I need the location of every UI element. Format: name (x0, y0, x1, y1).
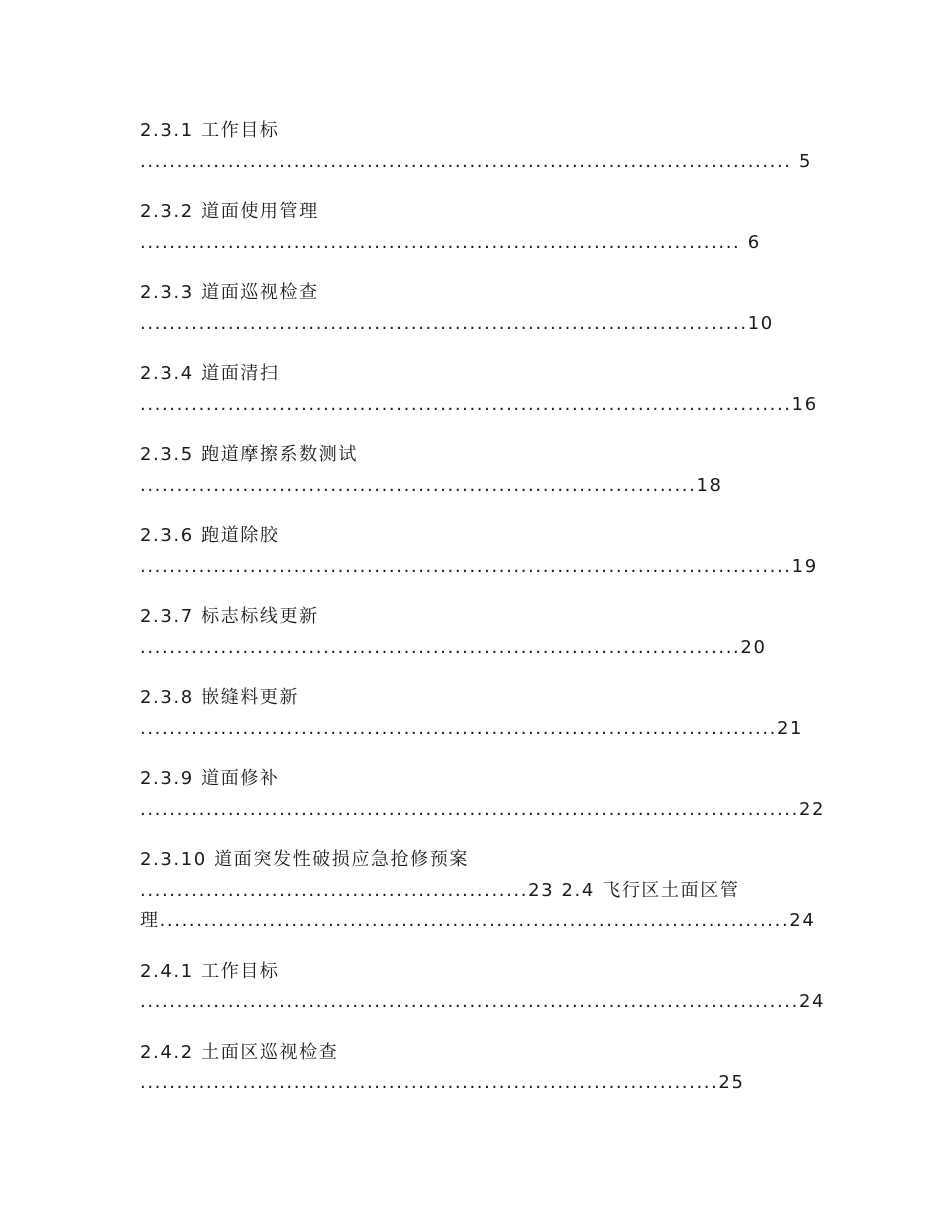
dot-leader: ................................................................................... (140, 312, 748, 334)
toc-entry-2-3-3[interactable] (140, 278, 820, 339)
toc-entry-2-3-6[interactable] (140, 521, 820, 582)
page-number: 24 (798, 991, 826, 1012)
toc-entry-2-4-1[interactable] (140, 957, 826, 1018)
toc-entry-leader-line (140, 1068, 820, 1099)
toc-entry-title: 2.3.7 标志标线更新 (140, 606, 319, 627)
toc-entry-title: 2.4.1 工作目标 (140, 960, 280, 982)
toc-entry-leader-line (140, 552, 820, 583)
page-number: 18 (696, 474, 723, 496)
toc-entry-title: 2.3.2 道面使用管理 (140, 201, 319, 222)
toc-entry-leader-line (140, 147, 820, 178)
dot-leader: ..................................................... (140, 879, 529, 901)
dot-leader: .................................................................................. (140, 231, 741, 253)
toc-entry-title: 2.3.9 道面修补 (140, 768, 280, 789)
toc-entry-title: 2.4.2 土面区巡视检查 (140, 1041, 339, 1063)
dot-leader: ......................................................................................... (140, 393, 792, 415)
toc-entry-2-3-2[interactable] (140, 197, 820, 258)
toc-entry-title: 2.3.6 跑道除胶 (140, 525, 280, 546)
toc-entry-2-3-4[interactable] (140, 359, 820, 420)
dot-leader: ............................................................................... (140, 1072, 719, 1093)
toc-entry-leader-line (140, 471, 820, 502)
toc-entry-title: 2.3.8 嵌缝料更新 (140, 687, 300, 708)
toc-entry-title: 2.3.1 工作目标 (140, 120, 280, 141)
toc-entry-leader-line (140, 987, 826, 1018)
toc-entry-leader-line (140, 309, 820, 340)
table-of-contents (140, 116, 826, 1099)
toc-entry-title: 2.3.4 道面清扫 (140, 363, 280, 384)
toc-entry-leader-line (140, 633, 820, 664)
page-number: 10 (747, 312, 774, 334)
toc-entry-leader-line (140, 876, 820, 907)
page-number: 22 (798, 798, 826, 820)
toc-entry-2-3-10[interactable] (140, 845, 820, 937)
dot-leader: ......................................................................................... (140, 555, 792, 577)
toc-entry-title: 2.3.5 跑道摩擦系数测试 (140, 444, 358, 465)
toc-entry-2-3-8[interactable] (140, 683, 820, 744)
page-number: 16 (791, 393, 818, 415)
page-number: 23 2.4 飞行区土面区管 (528, 879, 740, 901)
toc-entry-2-4-2[interactable] (140, 1038, 820, 1099)
page-number: 21 (777, 717, 804, 739)
toc-entry-leader-line (140, 390, 820, 421)
dot-leader: ....................................................................................... (140, 717, 777, 739)
dot-leader: .......................................................................................... (140, 798, 799, 820)
dot-leader: ............................................................................ (140, 474, 697, 496)
toc-entry-leader-line (140, 795, 826, 826)
toc-entry-2-3-5[interactable] (140, 440, 820, 501)
toc-entry-title: 2.3.3 道面巡视检查 (140, 282, 319, 303)
toc-entry-leader-line (140, 228, 820, 259)
dot-leader: .......................................................................................... (140, 991, 799, 1012)
toc-entry-continuation: 理......................................................................................24 (140, 910, 816, 931)
page-number: 6 (740, 231, 761, 253)
dot-leader: .................................................................................. (140, 636, 741, 658)
page-number: 19 (791, 555, 818, 577)
toc-entry-2-3-7[interactable] (140, 602, 820, 663)
page-number: 25 (718, 1072, 745, 1093)
toc-entry-2-3-1[interactable] (140, 116, 820, 177)
page-number: 20 (740, 636, 767, 658)
dot-leader: ......................................................................................... (140, 150, 792, 172)
toc-entry-2-3-9[interactable] (140, 764, 826, 825)
toc-entry-title: 2.3.10 道面突发性破损应急抢修预案 (140, 849, 469, 870)
page-number: 5 (791, 150, 813, 172)
toc-entry-leader-line (140, 714, 820, 745)
